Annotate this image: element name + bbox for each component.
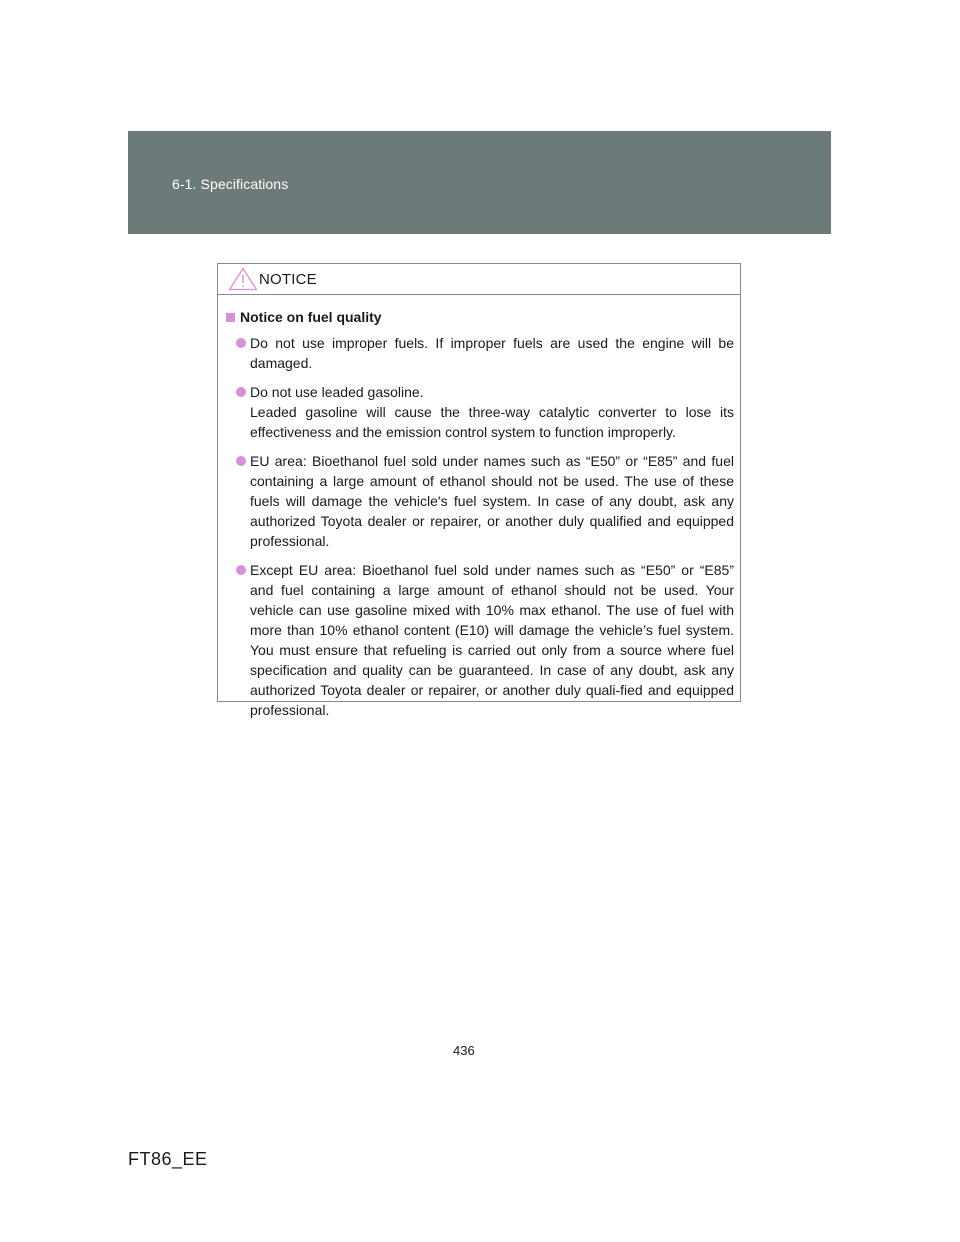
- square-bullet-icon: [226, 313, 235, 322]
- section-title: 6-1. Specifications: [172, 176, 289, 192]
- list-item: [226, 560, 734, 720]
- bullet-text: EU area: Bioethanol fuel sold under names such as “E50” or “E85” and fuel containing a large amount of ethanol should not be used. The use of these fuels will damage the vehicle's fuel system. In case of any doubt, ask any authorized Toyota dealer or repairer, or another duly qualified and equipped professional.: [250, 453, 734, 549]
- list-item: [226, 382, 734, 442]
- notice-title: NOTICE: [259, 271, 317, 288]
- notice-box: [217, 263, 741, 718]
- header-band: [128, 131, 831, 234]
- subheading-text: Notice on fuel quality: [240, 309, 382, 325]
- dot-bullet-icon: [236, 565, 246, 575]
- bullet-text: Do not use improper fuels. If improper fuels are used the engine will be damaged.: [250, 335, 734, 371]
- bullet-text: Do not use leaded gasoline.: [250, 384, 424, 400]
- bullet-text: Except EU area: Bioethanol fuel sold under names such as “E50” or “E85” and fuel containing a large amount of ethanol should not be used. Your vehicle can use gasoline mixed with 10% max ethanol. The use of fuel with more than 10% ethanol content (E10) will damage the vehicle’s fuel system. You must ensure that refueling is carried out only from a source where fuel specification and quality can be guaranteed. In case of any doubt, ask any authorized Toyota dealer or repairer, or another duly quali-fied and equipped professional.: [250, 562, 734, 718]
- bullet-text-continued: Leaded gasoline will cause the three-way catalytic converter to lose its effectiveness and the emission control system to function improperly.: [250, 404, 734, 440]
- dot-bullet-icon: [236, 387, 246, 397]
- notice-header: [218, 264, 740, 295]
- list-item: [226, 451, 734, 551]
- warning-triangle-icon: [228, 267, 258, 291]
- dot-bullet-icon: [236, 338, 246, 348]
- notice-bullet-list: [226, 333, 734, 720]
- notice-subheading: [226, 307, 734, 327]
- dot-bullet-icon: [236, 456, 246, 466]
- notice-body: [218, 295, 740, 720]
- page-number: 436: [453, 1043, 475, 1058]
- document-code: FT86_EE: [128, 1149, 208, 1169]
- list-item: [226, 333, 734, 373]
